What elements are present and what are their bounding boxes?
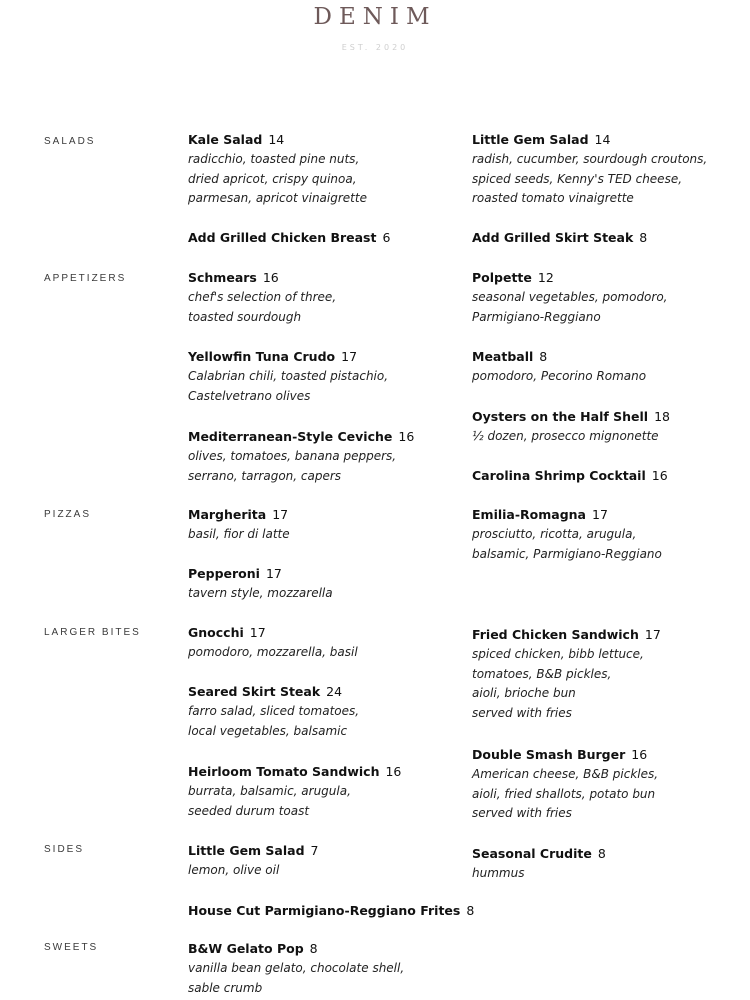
item-price: 12 bbox=[537, 270, 554, 285]
menu-item bbox=[188, 762, 458, 821]
item-price: 16 bbox=[262, 270, 279, 285]
item-price: 17 bbox=[265, 566, 282, 581]
description-line: Parmigiano-Reggiano bbox=[472, 309, 601, 324]
item-description bbox=[472, 765, 742, 824]
menu-item bbox=[472, 466, 742, 486]
item-title: B&W Gelato Pop bbox=[188, 941, 304, 956]
category-pizzas: PIZZAS bbox=[44, 509, 92, 520]
item-title: Fried Chicken Sandwich bbox=[472, 627, 639, 642]
item-title: Yellowfin Tuna Crudo bbox=[188, 349, 336, 364]
description-line: sable crumb bbox=[188, 980, 263, 995]
item-price: 8 bbox=[309, 941, 318, 956]
menu-item bbox=[472, 228, 742, 248]
item-price: 17 bbox=[249, 625, 266, 640]
item-description bbox=[188, 702, 458, 741]
item-description bbox=[472, 427, 742, 447]
description-line: served with fries bbox=[472, 705, 572, 720]
item-price: 17 bbox=[341, 349, 358, 364]
item-name bbox=[188, 268, 458, 288]
menu-item bbox=[188, 682, 458, 741]
description-line: lemon, olive oil bbox=[188, 863, 280, 877]
item-price: 17 bbox=[272, 507, 289, 522]
item-price: 8 bbox=[597, 846, 606, 861]
description-line: radish, cucumber, sourdough croutons, bbox=[472, 152, 708, 166]
menu-item bbox=[472, 844, 742, 884]
item-description bbox=[188, 643, 458, 663]
item-title: Heirloom Tomato Sandwich bbox=[188, 764, 380, 779]
item-price: 8 bbox=[539, 349, 548, 364]
item-price: 17 bbox=[592, 507, 608, 522]
menu-item bbox=[472, 745, 742, 824]
item-title: Pepperoni bbox=[188, 566, 260, 581]
description-line: chef's selection of three, bbox=[188, 290, 337, 304]
menu-item bbox=[472, 130, 742, 209]
item-title: Emilia-Romagna bbox=[472, 507, 586, 522]
item-title: Polpette bbox=[472, 270, 532, 285]
description-line: parmesan, apricot vinaigrette bbox=[188, 191, 367, 205]
item-price: 6 bbox=[382, 230, 391, 245]
item-description bbox=[188, 525, 458, 545]
item-title: Carolina Shrimp Cocktail bbox=[472, 468, 646, 483]
description-line: aioli, fried shallots, potato bun bbox=[472, 786, 656, 801]
item-price: 8 bbox=[639, 230, 648, 245]
item-title: Schmears bbox=[188, 270, 257, 285]
item-name bbox=[188, 901, 488, 921]
item-title: Mediterranean-Style Ceviche bbox=[188, 429, 393, 444]
category-appetizers: APPETIZERS bbox=[44, 273, 127, 284]
description-line: radicchio, toasted pine nuts, bbox=[188, 152, 360, 166]
description-line: prosciutto, ricotta, arugula, bbox=[472, 527, 637, 541]
menu-item bbox=[188, 347, 458, 406]
item-title: Oysters on the Half Shell bbox=[472, 409, 649, 424]
item-description bbox=[188, 584, 458, 604]
description-line: roasted tomato vinaigrette bbox=[472, 191, 634, 205]
item-name bbox=[188, 939, 458, 959]
description-line: pomodoro, mozzarella, basil bbox=[188, 645, 358, 659]
item-name bbox=[188, 682, 458, 702]
category-larger-bites: LARGER BITES bbox=[44, 627, 141, 638]
item-name bbox=[188, 564, 458, 584]
item-price: 24 bbox=[326, 684, 343, 699]
item-description bbox=[472, 367, 742, 387]
menu-item bbox=[188, 623, 458, 663]
menu-item bbox=[472, 268, 742, 327]
description-line: American cheese, B&B pickles, bbox=[472, 767, 659, 781]
menu-item bbox=[188, 564, 458, 604]
item-price: 16 bbox=[398, 429, 415, 444]
item-name bbox=[188, 427, 458, 447]
item-name bbox=[472, 745, 742, 765]
description-line: hummus bbox=[472, 866, 525, 880]
item-description bbox=[472, 864, 742, 884]
item-price: 18 bbox=[654, 409, 670, 424]
item-name bbox=[472, 844, 742, 864]
restaurant-logo: DENIM bbox=[313, 4, 437, 30]
item-price: 8 bbox=[466, 903, 475, 918]
description-line: olives, tomatoes, banana peppers, bbox=[188, 449, 397, 463]
description-line: burrata, balsamic, arugula, bbox=[188, 784, 351, 798]
menu-item bbox=[188, 939, 458, 998]
item-price: 16 bbox=[631, 747, 648, 762]
item-description bbox=[188, 861, 458, 881]
item-price: 14 bbox=[594, 132, 611, 147]
category-sides: SIDES bbox=[44, 844, 85, 855]
menu-item bbox=[188, 268, 458, 327]
category-salads: SALADS bbox=[44, 136, 96, 147]
item-title: Little Gem Salad bbox=[188, 843, 305, 858]
description-line: tomatoes, B&B pickles, bbox=[472, 666, 612, 681]
category-sweets: SWEETS bbox=[44, 942, 99, 953]
item-name bbox=[188, 623, 458, 643]
description-line: Calabrian chili, toasted pistachio, bbox=[188, 369, 389, 383]
description-line: tavern style, mozzarella bbox=[188, 586, 333, 600]
description-line: spiced chicken, bibb lettuce, bbox=[472, 647, 644, 661]
item-title: House Cut Parmigiano-Reggiano Frites bbox=[188, 903, 461, 918]
menu-item bbox=[472, 505, 742, 564]
menu-item bbox=[188, 130, 458, 209]
description-line: seeded durum toast bbox=[188, 803, 310, 818]
item-title: Double Smash Burger bbox=[472, 747, 626, 762]
item-title: Little Gem Salad bbox=[472, 132, 589, 147]
item-name bbox=[472, 625, 742, 645]
item-name bbox=[472, 466, 742, 486]
item-price: 16 bbox=[385, 764, 402, 779]
item-title: Gnocchi bbox=[188, 625, 244, 640]
established-label: EST. 2020 bbox=[341, 43, 409, 52]
menu-item bbox=[188, 901, 488, 921]
item-description bbox=[472, 645, 742, 723]
description-line: balsamic, Parmigiano-Reggiano bbox=[472, 546, 662, 561]
item-name bbox=[188, 762, 458, 782]
menu-item bbox=[472, 407, 742, 447]
item-name bbox=[188, 130, 458, 150]
item-description bbox=[188, 150, 458, 209]
item-name bbox=[472, 268, 742, 288]
item-name bbox=[472, 347, 742, 367]
item-title: Add Grilled Chicken Breast bbox=[188, 230, 377, 245]
description-line: Castelvetrano olives bbox=[188, 388, 311, 403]
item-description bbox=[188, 782, 458, 821]
item-title: Margherita bbox=[188, 507, 267, 522]
description-line: basil, fior di latte bbox=[188, 527, 290, 541]
item-name bbox=[188, 228, 458, 248]
item-description bbox=[472, 525, 742, 564]
description-line: ½ dozen, prosecco mignonette bbox=[472, 429, 659, 443]
description-line: farro salad, sliced tomatoes, bbox=[188, 704, 360, 718]
item-name bbox=[472, 130, 742, 150]
menu-item bbox=[188, 228, 458, 248]
item-description bbox=[188, 447, 458, 486]
item-name bbox=[472, 228, 742, 248]
menu-item bbox=[188, 505, 458, 545]
menu-item bbox=[472, 625, 742, 723]
item-price: 16 bbox=[651, 468, 668, 483]
description-line: toasted sourdough bbox=[188, 309, 302, 324]
menu-item bbox=[188, 841, 458, 881]
description-line: served with fries bbox=[472, 806, 572, 820]
item-name bbox=[188, 347, 458, 367]
item-price: 17 bbox=[644, 627, 661, 642]
description-line: serrano, tarragon, capers bbox=[188, 468, 342, 483]
item-description bbox=[188, 959, 458, 998]
item-price: 14 bbox=[268, 132, 285, 147]
item-name bbox=[472, 505, 742, 525]
menu-item bbox=[188, 427, 458, 486]
description-line: vanilla bean gelato, chocolate shell, bbox=[188, 961, 405, 975]
item-title: Add Grilled Skirt Steak bbox=[472, 230, 634, 245]
item-name bbox=[188, 505, 458, 525]
item-name bbox=[472, 407, 742, 427]
item-name bbox=[188, 841, 458, 861]
item-description bbox=[188, 288, 458, 327]
item-title: Seared Skirt Steak bbox=[188, 684, 321, 699]
description-line: aioli, brioche bun bbox=[472, 686, 576, 700]
description-line: seasonal vegetables, pomodoro, bbox=[472, 290, 668, 304]
description-line: dried apricot, crispy quinoa, bbox=[188, 171, 357, 186]
item-description bbox=[188, 367, 458, 406]
menu-item bbox=[472, 347, 742, 387]
description-line: local vegetables, balsamic bbox=[188, 723, 348, 738]
item-title: Seasonal Crudite bbox=[472, 846, 592, 861]
item-description bbox=[472, 150, 742, 209]
description-line: spiced seeds, Kenny's TED cheese, bbox=[472, 171, 683, 186]
item-title: Kale Salad bbox=[188, 132, 263, 147]
item-description bbox=[472, 288, 742, 327]
description-line: pomodoro, Pecorino Romano bbox=[472, 369, 647, 383]
item-title: Meatball bbox=[472, 349, 534, 364]
item-price: 7 bbox=[310, 843, 319, 858]
